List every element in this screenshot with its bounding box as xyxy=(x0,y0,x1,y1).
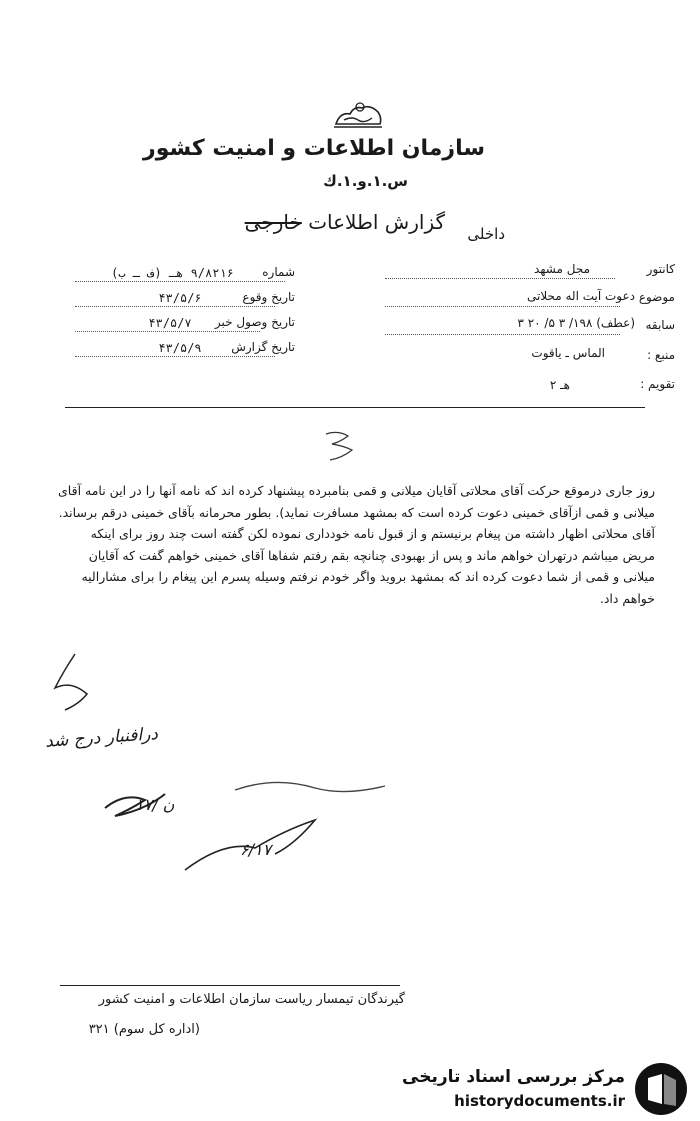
organization-code: س.۱.و.۱.ك xyxy=(323,172,408,190)
organization-name: سازمان اطلاعات و امنیت کشور xyxy=(143,136,485,161)
location-label: کانتور xyxy=(646,262,675,276)
precedent-value: (عطف) ۱۹۸/ ۳ ۵/ ۲۰ ۳ xyxy=(517,316,635,330)
number-label: شماره xyxy=(262,265,295,279)
distribution-value: هـ ۲ xyxy=(549,378,570,392)
event-date-label: تاریخ وقوع xyxy=(242,290,295,304)
subject-dotline xyxy=(385,306,620,307)
source-label: منبع : xyxy=(647,348,675,362)
receipt-date-value: ۴۳/۵/۷ xyxy=(148,316,192,330)
header-divider xyxy=(65,407,645,408)
distribution-label: تقویم : xyxy=(640,377,675,391)
precedent-label: سابقه xyxy=(645,318,675,332)
event-date-value: ۴۳/۵/۶ xyxy=(158,291,202,305)
body-paragraph-1: روز جاری درموقع حرکت آقای محلاتی آقایان میلانی و قمی بنامبرده پیشنهاد کرده اند که نامه آنها را در این نامه آقای میلانی و قمی ازآقای خمینی دعوت کرده است که بمشهد مسافرت نماید). بطور محرمانه بآقای خمینی درقم برساند. xyxy=(58,483,655,520)
number-dotline xyxy=(75,281,285,282)
margin-scribble-icon xyxy=(35,650,105,715)
footer-department: (اداره کل سوم) ۳۲۱ xyxy=(88,1022,200,1037)
report-subtitle: داخلی xyxy=(467,225,505,243)
precedent-dotline xyxy=(385,334,620,335)
footer-recipients: گیرندگان تیمسار ریاست سازمان اطلاعات و امنیت کشور xyxy=(98,992,405,1007)
subject-value: دعوت آیت اله محلاتی xyxy=(527,289,635,303)
lion-and-sun-emblem-icon xyxy=(330,98,386,130)
report-title-struck-word: خارجی xyxy=(244,210,302,234)
watermark-url: historydocuments.ir xyxy=(454,1092,625,1110)
body-paragraph-2: آقای محلاتی اظهار داشته من پیغام برنیستم و از قبول نامه خودداری نموده لکن گفته است چند روز برای اینکه مریض میباشم درتهران خواهم ماند و پس از بهبودی چنانچه بقم رفتم شفاها آقای خمینی خواهم گفت که آقایان میلانی و قمی از شما دعوت کرده اند که بمشهد بروید واگر خودم نرفتم وسیله پسرم این پیغام را برای مشارالیه خواهم داد. xyxy=(81,526,655,606)
handwritten-mark-icon xyxy=(318,428,366,468)
watermark-title: مرکز بررسی اسناد تاریخی xyxy=(402,1067,625,1087)
location-dotline xyxy=(385,278,615,279)
footer-divider xyxy=(60,985,400,986)
subject-label: موضوع xyxy=(638,290,675,304)
handwritten-date-2: ۶/۱۷ xyxy=(240,840,272,859)
history-documents-logo-icon xyxy=(632,1060,690,1118)
report-title-text: گزارش اطلاعات xyxy=(308,210,445,234)
report-date-dotline xyxy=(75,356,275,357)
receipt-date-dotline xyxy=(75,331,260,332)
location-value: مجل مشهد xyxy=(533,262,590,276)
report-date-label: تاریخ گزارش xyxy=(231,340,295,354)
report-body xyxy=(55,480,655,609)
source-value: الماس ـ یاقوت xyxy=(531,346,605,360)
handwritten-date-1: ۱۷/ ن xyxy=(135,795,175,814)
report-title xyxy=(245,210,445,234)
number-value: ۹/۸۲۱۶ هـ (ف ـ ب) xyxy=(111,266,234,280)
event-date-dotline xyxy=(75,306,275,307)
report-date-value: ۴۳/۵/۹ xyxy=(158,341,202,355)
handwritten-note: درافنبار درج شد xyxy=(44,724,159,752)
signatures-icon xyxy=(85,770,405,880)
receipt-date-label: تاریخ وصول خبر xyxy=(214,315,295,329)
